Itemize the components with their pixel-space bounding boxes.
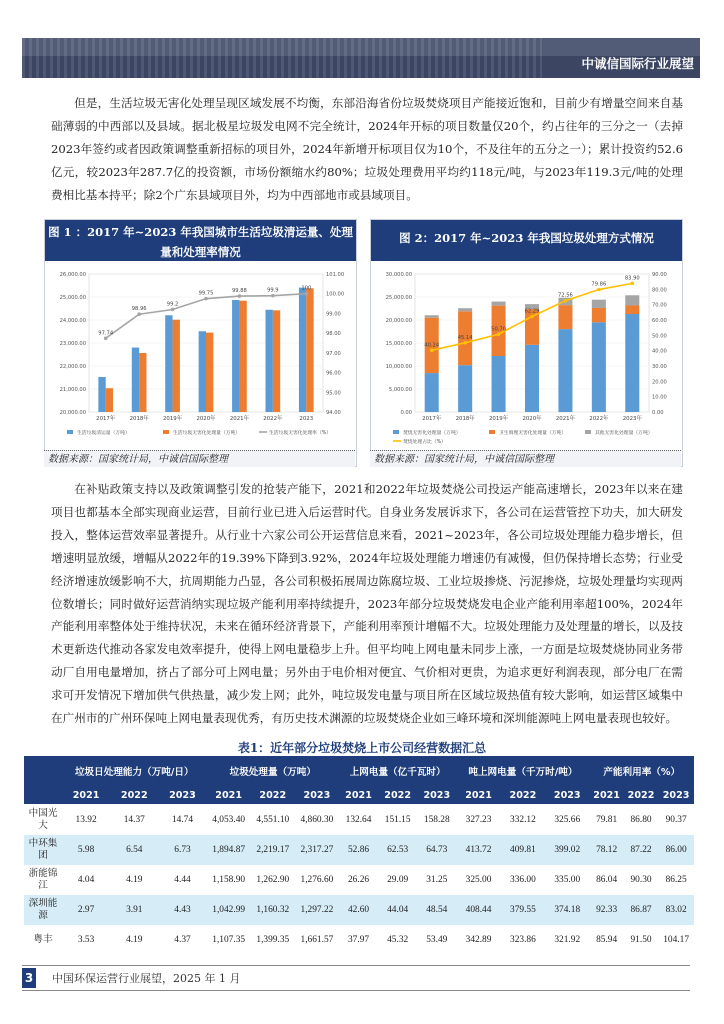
bar	[139, 353, 146, 412]
bar	[239, 301, 246, 412]
legend-label: 卫生填埋无害化处理量（万吨）	[499, 431, 567, 436]
year-header: 2022	[110, 786, 158, 805]
y-tick-label: 22,000.00	[59, 364, 86, 370]
table-cell: 408.44	[456, 895, 500, 925]
data-label: 99.75	[198, 290, 214, 297]
y-tick-label: 5,000.00	[388, 387, 412, 393]
x-tick-label: 2023	[299, 416, 314, 422]
bar	[525, 345, 539, 412]
bar	[98, 377, 105, 412]
table-cell: 14.74	[171, 815, 194, 825]
data-label: 62.29	[524, 308, 540, 315]
header-band	[22, 38, 700, 78]
table-cell: 1,399.35	[256, 935, 290, 945]
company-name-cell: 中国光大	[28, 808, 58, 831]
table-cell: 90.37	[665, 815, 687, 825]
year-header: 2021	[589, 786, 623, 805]
table-cell: 37.97	[347, 935, 370, 945]
y-tick-label: 25,000.00	[59, 295, 86, 301]
y2-tick-label: 40.00	[652, 348, 667, 355]
company-name-cell: 中环集团	[24, 835, 62, 865]
header-title: 中诚信国际行业展望	[581, 56, 694, 71]
table-cell: 86.87	[624, 895, 658, 925]
figure-1-source-row	[44, 450, 355, 467]
table-row	[24, 835, 694, 865]
group-header: 垃圾日处理能力（万吨/日）	[62, 756, 207, 786]
table-cell: 45.32	[387, 935, 409, 945]
table-cell: 336.00	[510, 875, 536, 885]
year-header: 2021	[207, 786, 251, 805]
table-cell: 321.92	[554, 935, 581, 945]
figure-2-source: 数据来源：国家统计局，中诚信国际整理	[374, 454, 554, 465]
legend-label: 生活垃圾无害化处理率（%）	[269, 431, 332, 436]
bar	[592, 308, 606, 322]
table-cell: 132.64	[345, 815, 372, 825]
figure-2-chart	[371, 262, 682, 452]
bar	[266, 310, 273, 412]
y2-tick-label: 99.00	[326, 311, 341, 318]
table-row	[24, 865, 694, 895]
figure-2	[370, 219, 683, 467]
bar	[558, 305, 572, 329]
table-cell: 399.02	[545, 835, 589, 865]
y2-tick-label: 10.00	[652, 394, 667, 401]
table-row	[24, 895, 694, 925]
bar	[558, 329, 572, 412]
table-cell: 42.60	[339, 895, 378, 925]
data-label: 79.86	[591, 281, 607, 288]
table-cell: 64.73	[417, 835, 456, 865]
table-cell: 62.53	[378, 835, 417, 865]
table-cell: 323.86	[510, 935, 536, 945]
y2-tick-label: 70.00	[652, 302, 667, 309]
legend-label: 其他无害化处理量（万吨）	[595, 431, 653, 436]
line-point	[238, 294, 242, 298]
year-header: 2023	[658, 786, 694, 805]
line-point	[463, 341, 467, 345]
table-cell: 4.37	[174, 935, 191, 945]
bar	[592, 322, 606, 412]
figure-1-chart	[45, 262, 356, 452]
data-label: 45.14	[457, 334, 473, 341]
table-cell: 374.18	[545, 895, 589, 925]
x-tick-label: 2022年	[589, 416, 609, 422]
bar	[106, 388, 113, 412]
x-tick-label: 2023年	[622, 416, 642, 422]
bar	[132, 348, 139, 412]
x-tick-label: 2018年	[455, 416, 475, 422]
page-footer	[22, 965, 690, 991]
y2-tick-label: 100.00	[326, 291, 345, 298]
table-cell: 1,661.57	[300, 935, 334, 945]
x-tick-label: 2021年	[229, 416, 249, 422]
figure-2-source-row	[370, 450, 681, 467]
bar	[458, 365, 472, 412]
table-cell: 158.28	[423, 815, 450, 825]
y2-tick-label: 95.00	[326, 390, 341, 397]
table-cell: 4.19	[126, 935, 143, 945]
table-cell: 332.12	[510, 815, 536, 825]
line-point	[104, 336, 108, 340]
bar	[306, 288, 313, 412]
paragraph-1	[51, 92, 683, 207]
table-cell: 1,297.22	[295, 895, 339, 925]
table-cell: 86.04	[596, 875, 618, 885]
table-cell: 79.81	[596, 815, 618, 825]
y-tick-label: 20,000.00	[59, 410, 86, 416]
table-cell: 86.80	[630, 815, 652, 825]
y-tick-label: 24,000.00	[59, 318, 86, 324]
y2-tick-label: 94.00	[326, 410, 341, 416]
bar	[425, 373, 439, 412]
table-cell: 26.26	[347, 875, 370, 885]
x-tick-label: 2019年	[163, 416, 183, 422]
y2-tick-label: 20.00	[652, 379, 667, 386]
table-cell: 325.66	[554, 815, 581, 825]
legend-swatch	[163, 430, 169, 434]
table-cell: 4,551.10	[256, 815, 290, 825]
x-tick-label: 2020年	[522, 416, 542, 422]
year-header: 2023	[417, 786, 456, 805]
table-cell: 92.33	[589, 895, 623, 925]
footer-text: 中国环保运营行业展望，2025 年 1 月	[52, 972, 241, 985]
table-body	[24, 805, 694, 956]
y-tick-label: 26,000.00	[59, 272, 86, 278]
figure-1	[44, 219, 357, 467]
line-point	[630, 282, 634, 286]
table-cell: 379.55	[501, 895, 545, 925]
table-cell: 85.94	[596, 935, 618, 945]
bar	[625, 295, 639, 305]
table-cell: 104.17	[663, 935, 689, 945]
table-cell: 86.25	[665, 875, 687, 885]
table-row	[24, 805, 694, 836]
table-cell: 4.19	[126, 875, 143, 885]
bar	[173, 320, 180, 412]
table-corner-cell	[24, 756, 62, 786]
table-cell: 86.00	[658, 835, 694, 865]
y2-tick-label: 90.00	[652, 272, 667, 278]
table-cell: 413.72	[456, 835, 500, 865]
paragraph-2	[51, 478, 683, 730]
bar	[625, 314, 639, 412]
paragraph-2-text: 在补贴政策支持以及政策调整引发的抢装产能下，2021和2022年垃圾焚烧公司投运产能高速增长，2023年以来在建项目也都基本全部实现商业运营，目前行业已进入后运营时代。自身业务发展诉求下，各公司在运营管控下功夫，加大研发投入，整体运营效率显著提升。从行业十六家公司公开运营信息来看，2021~2023年，各公司垃圾处理能力稳步增长，但增速明显放缓，增幅从2022年的19.39%下降到3.92%，2024年垃圾处理能力增速仍有减慢，但仍保持增长态势；行业受经济增速放缓影响不大，抗周期能力凸显，各公司积极拓展周边陈腐垃圾、工业垃圾掺烧、污泥掺烧，垃圾处理量均实现两位数增长；同时做好运营消纳实现垃圾产能利用率持续提升，2023年部分垃圾焚烧发电企业产能利用率超100%，2024年产能利用率整体处于维持状况，未来在循环经济背景下，产能利用率预计增幅不大。垃圾处理能力及处理量的增长，以及技术更新迭代推动各家发电效率提升，使得上网电量稳步上升。但平均吨上网电量未同步上涨，一方面是垃圾焚烧协同业务带动厂自用电量增加，挤占了部分可上网电量；另外由于电价相对便宜、气价相对更贵，为追求更好利润表现，部分电厂在需求可开发情况下增加供气供热量，减少发上网；此外，吨垃圾发电量与项目所在区域垃圾热值有较大影响，如运营区域集中在广州市的广州环保吨上网电量表现优秀，有历史技术渊源的垃圾焚烧企业如三峰环境和深圳能源吨上网电量表现也较好。	[51, 482, 683, 726]
year-header: 2021	[62, 786, 110, 805]
table-cell: 90.30	[630, 875, 652, 885]
page-number: 3	[22, 968, 36, 988]
y2-tick-label: 97.00	[326, 350, 341, 357]
table-cell: 1,160.32	[251, 895, 295, 925]
bar	[273, 310, 280, 412]
data-label: 98.96	[131, 306, 147, 313]
y2-tick-label: 80.00	[652, 287, 667, 294]
table-cell: 13.92	[75, 815, 97, 825]
table-cell: 1,262.90	[256, 875, 290, 885]
table-cell: 53.49	[426, 935, 448, 945]
data-label: 99.88	[231, 288, 247, 295]
table-cell: 409.81	[501, 835, 545, 865]
table-cell: 4.04	[77, 875, 95, 885]
table-cell: 6.54	[110, 835, 158, 865]
year-header: 2022	[624, 786, 658, 805]
table-cell: 4,860.30	[300, 815, 334, 825]
bar	[492, 302, 506, 306]
table-cell: 83.02	[658, 895, 694, 925]
table-cell: 1,158.90	[212, 875, 246, 885]
line-point	[430, 348, 434, 352]
table-title: 表1：近年部分垃圾焚烧上市公司经营数据汇总	[237, 741, 487, 755]
year-header: 2023	[295, 786, 339, 805]
table-cell: 1,042.99	[207, 895, 251, 925]
table-cell: 4,053.40	[212, 815, 246, 825]
legend-swatch	[67, 430, 73, 434]
x-tick-label: 2022年	[263, 416, 283, 422]
group-header: 产能利用率（%）	[589, 756, 694, 786]
table-cell: 14.37	[123, 815, 145, 825]
table-cell: 78.12	[589, 835, 623, 865]
table-cell: 52.86	[339, 835, 378, 865]
x-tick-label: 2019年	[489, 416, 509, 422]
bar	[458, 308, 472, 311]
legend-swatch	[489, 430, 495, 434]
year-header: 2021	[339, 786, 378, 805]
bar	[299, 288, 306, 412]
line-point	[597, 288, 601, 292]
table-cell: 31.25	[426, 875, 448, 885]
group-header: 吨上网电量（千万时/吨）	[456, 756, 589, 786]
x-tick-label: 2021年	[555, 416, 575, 422]
x-tick-label: 2017年	[96, 416, 116, 422]
table-cell: 44.04	[378, 895, 417, 925]
figure-1-caption: 图 1 ：2017 年~2023 年我国城市生活垃圾清运量、处理量和处理率情况	[45, 220, 356, 261]
bar	[232, 300, 239, 412]
header-pattern	[22, 38, 542, 78]
x-tick-label: 2020年	[196, 416, 216, 422]
figure-1-source: 数据来源：国家统计局，中诚信国际整理	[48, 454, 228, 465]
bar	[492, 356, 506, 412]
y-tick-label: 25,000.00	[385, 295, 412, 301]
legend-swatch	[393, 430, 399, 434]
table-cell: 342.89	[465, 935, 492, 945]
company-name-cell: 深圳能源	[24, 895, 62, 925]
table-cell: 48.54	[417, 895, 456, 925]
table-row	[24, 925, 694, 955]
table-cell: 4.44	[174, 875, 191, 885]
y-tick-label: 23,000.00	[59, 341, 86, 347]
x-tick-label: 2017年	[422, 416, 442, 422]
year-header: 2022	[378, 786, 417, 805]
group-header: 上网电量（亿千瓦时）	[339, 756, 456, 786]
table-cell: 91.50	[630, 935, 652, 945]
y2-tick-label: 96.00	[326, 370, 341, 377]
data-label: 72.56	[557, 292, 573, 299]
bar	[592, 300, 606, 308]
table-cell: 1,894.87	[207, 835, 251, 865]
year-header: 2022	[251, 786, 295, 805]
data-label: 40.24	[424, 342, 440, 349]
bar	[625, 305, 639, 314]
bar	[165, 315, 172, 412]
figure-2-caption: 图 2：2017 年~2023 年我国垃圾处理方式情况	[371, 220, 682, 261]
x-tick-label: 2018年	[129, 416, 149, 422]
company-name-cell: 浙能锦江	[28, 868, 58, 891]
table-cell: 5.98	[62, 835, 110, 865]
y-tick-label: 30,000.00	[385, 272, 412, 278]
table-cell: 1,276.60	[300, 875, 334, 885]
year-header: 2022	[501, 786, 545, 805]
y2-tick-label: 0.00	[652, 410, 664, 416]
legend-label: 生活垃圾清运量（万吨）	[77, 431, 130, 436]
bar	[199, 331, 206, 412]
table-cell: 151.15	[384, 815, 411, 825]
y-tick-label: 10,000.00	[385, 364, 412, 370]
line-point	[171, 308, 175, 312]
y-tick-label: 21,000.00	[59, 387, 86, 393]
y2-tick-label: 60.00	[652, 318, 667, 324]
table-cell: 29.09	[387, 875, 409, 885]
data-label: 50.70	[491, 326, 507, 333]
table-cell: 2.97	[62, 895, 110, 925]
line-point	[137, 312, 141, 316]
y-tick-label: 15,000.00	[385, 341, 412, 347]
table-cell: 3.53	[77, 935, 95, 945]
table-corner-cell	[24, 786, 62, 805]
data-label: 99.2	[166, 301, 179, 308]
bar	[206, 333, 213, 412]
paragraph-1-text: 但是，生活垃圾无害化处理呈现区域发展不均衡，东部沿海省份垃圾焚烧项目产能接近饱和，目前少有增量空间来自基础薄弱的中西部以及县域。据北极星垃圾发电网不完全统计，2024年开标的项目数量仅20个，约占往年的三分之一（去掉2023年签约或者因政策调整重新招标的项目外，2024年新增开标项目仅为10个，不及往年的五分之一）；累计投资约52.6亿元，较2023年287.7亿的投资额，市场份额缩水约80%；垃圾处理费用平均约118元/吨，与2023年119.3元/吨的处理费相比基本持平；除2个广东县域项目外，均为中西部地市或县域项目。	[51, 96, 683, 202]
legend-label: 焚烧处理占比（%）	[403, 440, 446, 445]
y2-tick-label: 30.00	[652, 364, 667, 370]
table-year-header-row	[24, 786, 694, 805]
data-label: 100	[301, 285, 312, 292]
year-header: 2021	[456, 786, 500, 805]
bar	[425, 315, 439, 317]
line-point	[564, 299, 568, 303]
table-cell: 1,107.35	[212, 935, 246, 945]
table-cell: 327.23	[465, 815, 492, 825]
year-header: 2023	[158, 786, 206, 805]
table-cell: 335.00	[554, 875, 581, 885]
data-label: 99.9	[267, 287, 279, 294]
company-name-cell: 粤丰	[33, 934, 53, 945]
data-label: 97.74	[98, 330, 114, 337]
y2-tick-label: 50.00	[652, 333, 667, 340]
legend-label: 焚烧无害化处理量（万吨）	[403, 431, 461, 436]
table-group-header-row	[24, 756, 694, 786]
legend-label: 生活垃圾无害化处理量（万吨）	[173, 431, 241, 436]
line-point	[530, 315, 534, 319]
y2-tick-label: 101.00	[326, 272, 345, 278]
table-cell: 87.22	[624, 835, 658, 865]
table-cell: 6.73	[158, 835, 206, 865]
line-point	[204, 297, 208, 301]
table-cell: 3.91	[110, 895, 158, 925]
table-cell: 2,317.27	[295, 835, 339, 865]
group-header: 垃圾处理量（万吨）	[207, 756, 339, 786]
line-point	[304, 292, 308, 296]
table-cell: 4.43	[158, 895, 206, 925]
line-point	[271, 294, 275, 298]
y-tick-label: 20,000.00	[385, 318, 412, 324]
data-label: 83.90	[624, 275, 640, 282]
table-cell: 2,219.17	[251, 835, 295, 865]
legend-swatch	[585, 430, 591, 434]
line-point	[497, 332, 501, 336]
year-header: 2023	[545, 786, 589, 805]
y2-tick-label: 98.00	[326, 331, 341, 338]
table-cell: 325.00	[465, 875, 492, 885]
operations-table	[24, 756, 694, 955]
y-tick-label: 0.00	[400, 410, 412, 416]
